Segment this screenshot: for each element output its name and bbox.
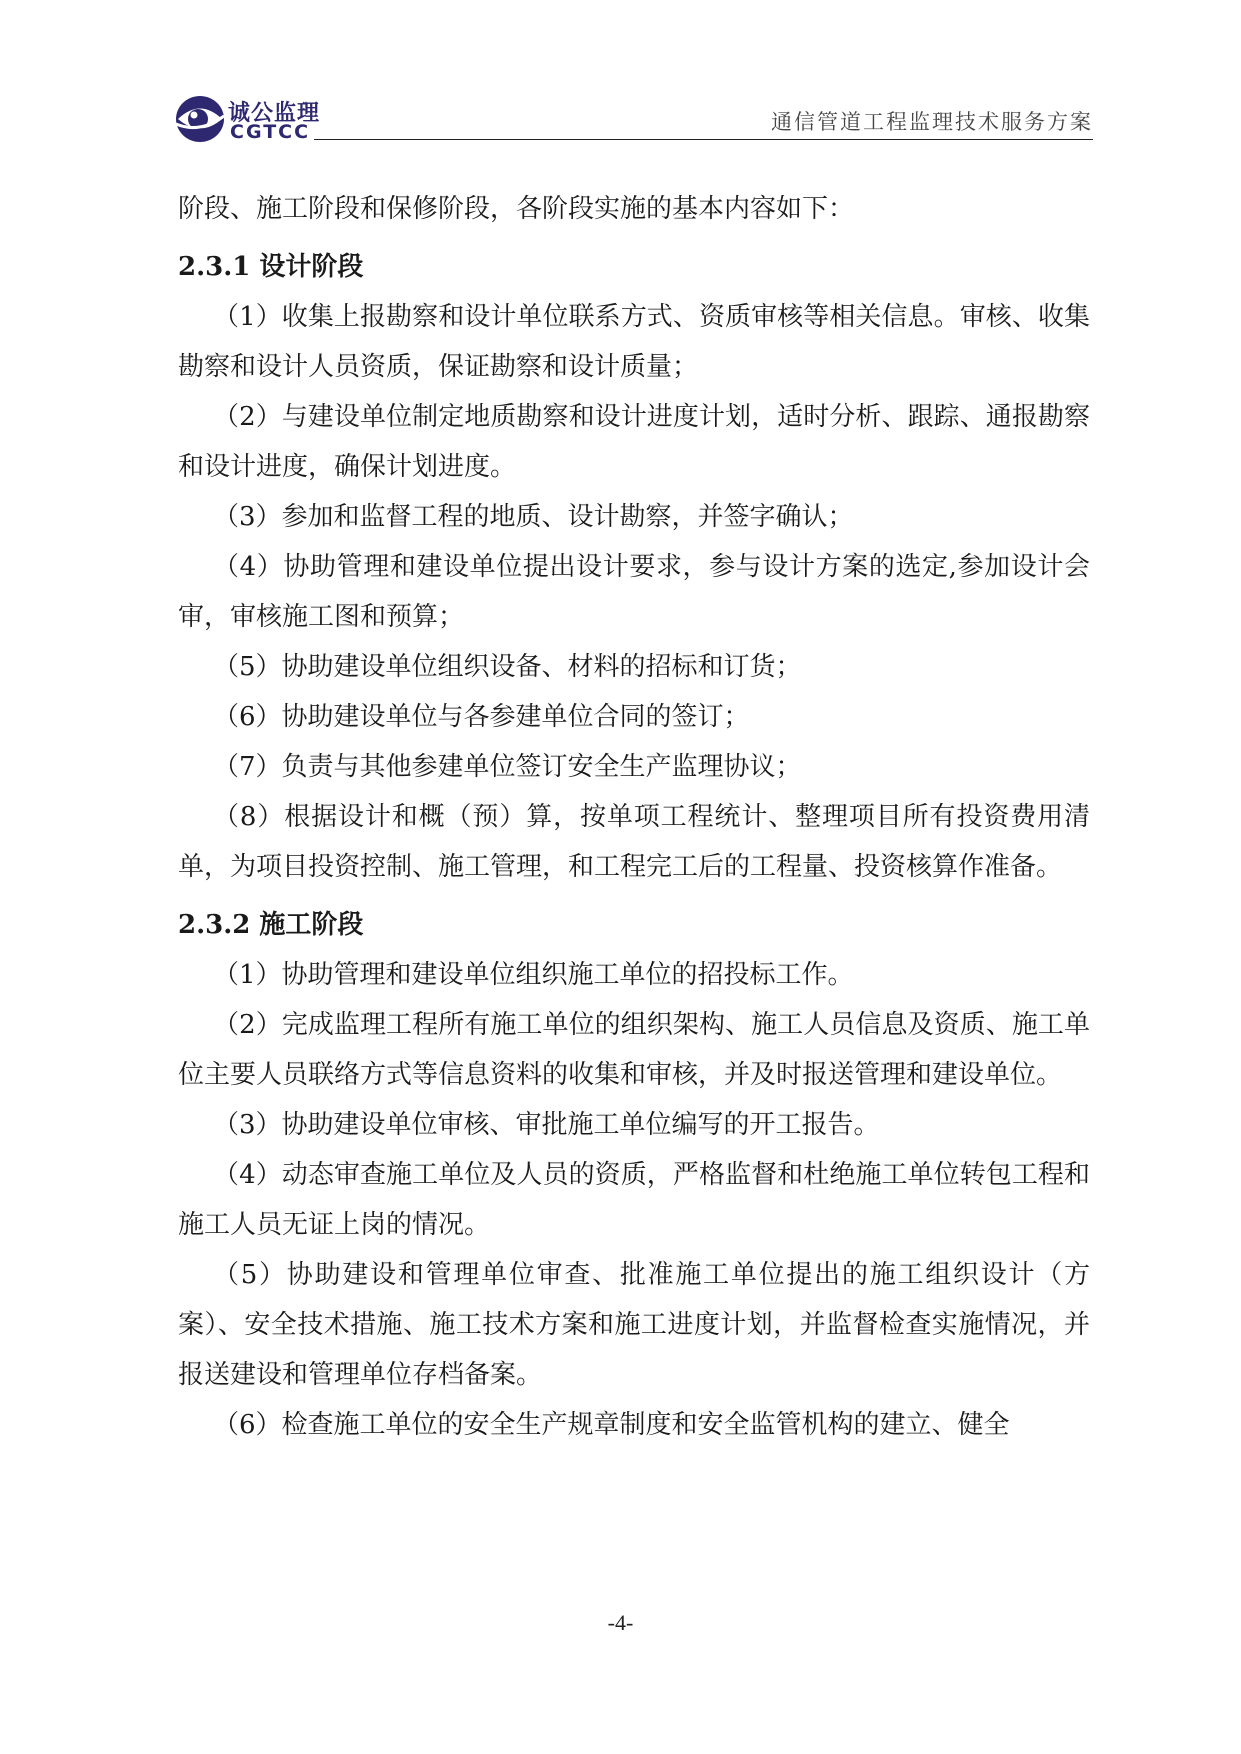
logo-eye-icon xyxy=(174,94,226,144)
list-item: （3）协助建设单位审核、审批施工单位编写的开工报告。 xyxy=(213,1110,880,1140)
section-heading-design: 2.3.1 设计阶段 xyxy=(178,252,364,282)
list-item: （2）完成监理工程所有施工单位的组织架构、施工人员信息及资质、施工单位主要人员联络方式等信息资料的收集和审核，并及时报送管理和建设单位。 xyxy=(178,1010,1090,1090)
list-item: （3）参加和监督工程的地质、设计勘察，并签字确认； xyxy=(213,502,854,532)
list-item: （1）协助管理和建设单位组织施工单位的招投标工作。 xyxy=(213,960,854,990)
header-divider xyxy=(314,139,1093,140)
logo-cn-text: 诚公监理 xyxy=(228,101,321,126)
list-item: （7）负责与其他参建单位签订安全生产监理协议； xyxy=(213,752,802,782)
page-header xyxy=(174,92,1093,146)
list-item: （6）检查施工单位的安全生产规章制度和安全监管机构的建立、健全 xyxy=(213,1410,1010,1440)
page-body xyxy=(178,184,1090,1450)
list-item: （5）协助建设单位组织设备、材料的招标和订货； xyxy=(213,652,802,682)
list-item: （6）协助建设单位与各参建单位合同的签订； xyxy=(213,702,750,732)
page-number: -4- xyxy=(607,1610,634,1635)
company-logo xyxy=(174,92,334,146)
section-heading-construction: 2.3.2 施工阶段 xyxy=(178,910,364,940)
intro-paragraph: 阶段、施工阶段和保修阶段，各阶段实施的基本内容如下： xyxy=(178,194,855,224)
list-item: （4）协助管理和建设单位提出设计要求，参与设计方案的选定,参加设计会审，审核施工图和预算； xyxy=(178,552,1090,632)
list-item: （4）动态审查施工单位及人员的资质，严格监督和杜绝施工单位转包工程和施工人员无证上岗的情况。 xyxy=(178,1160,1090,1240)
list-item: （1）收集上报勘察和设计单位联系方式、资质审核等相关信息。审核、收集勘察和设计人员资质，保证勘察和设计质量； xyxy=(178,302,1090,382)
document-title: 通信管道工程监理技术服务方案 xyxy=(771,110,1093,134)
list-item: （2）与建设单位制定地质勘察和设计进度计划，适时分析、跟踪、通报勘察和设计进度，确保计划进度。 xyxy=(178,402,1090,482)
list-item: （8）根据设计和概（预）算，按单项工程统计、整理项目所有投资费用清单，为项目投资控制、施工管理，和工程完工后的工程量、投资核算作准备。 xyxy=(178,802,1090,882)
logo-en-text: CGTCC xyxy=(230,121,311,143)
list-item: （5）协助建设和管理单位审查、批准施工单位提出的施工组织设计（方案）、安全技术措施、施工技术方案和施工进度计划，并监督检查实施情况，并报送建设和管理单位存档备案。 xyxy=(178,1260,1090,1390)
